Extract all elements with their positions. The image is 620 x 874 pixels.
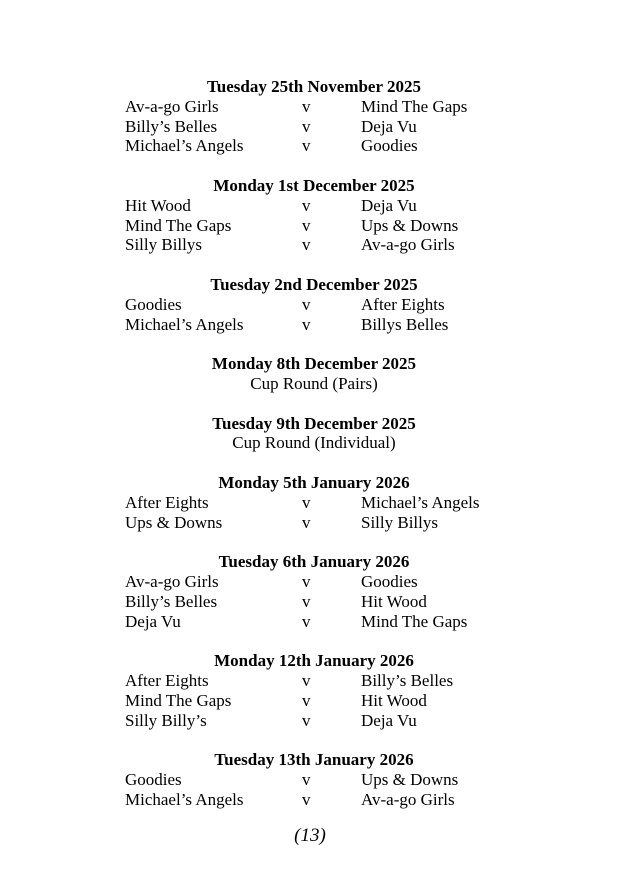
away-team: Av-a-go Girls: [361, 789, 455, 809]
fixture-date-heading: Tuesday 6th January 2026: [218, 552, 410, 572]
match-row: [0, 315, 620, 335]
away-team: Mind The Gaps: [361, 96, 468, 116]
fixture-date-heading: Monday 5th January 2026: [218, 472, 410, 492]
home-team: Billy’s Belles: [125, 116, 218, 136]
match-row: [0, 513, 620, 533]
away-team: Deja Vu: [361, 710, 417, 730]
away-team: Silly Billys: [361, 512, 438, 532]
away-team: Hit Wood: [361, 591, 427, 611]
away-team: Av-a-go Girls: [361, 235, 455, 255]
match-row: [0, 671, 620, 691]
fixture-list: [0, 77, 620, 829]
fixture-date-heading: Tuesday 25th November 2025: [207, 77, 421, 96]
fixture-section: [0, 414, 620, 454]
away-team: After Eights: [361, 294, 445, 314]
fixture-date-heading: Tuesday 13th January 2026: [214, 750, 414, 770]
home-team: Mind The Gaps: [125, 690, 232, 710]
fixture-note: Cup Round (Pairs): [250, 373, 378, 393]
home-team: Ups & Downs: [125, 512, 223, 532]
match-row: [0, 572, 620, 592]
fixture-section: [0, 473, 620, 532]
away-team: Mind The Gaps: [361, 611, 468, 631]
fixture-section: [0, 354, 620, 394]
fixture-section: [0, 651, 620, 730]
match-row: [0, 235, 620, 255]
match-row: [0, 136, 620, 156]
fixture-date-heading: Monday 8th December 2025: [211, 354, 417, 374]
fixture-date-heading: Monday 1st December 2025: [213, 175, 415, 195]
versus-label: v: [302, 769, 311, 789]
home-team: Deja Vu: [125, 611, 181, 631]
fixture-date-heading: Tuesday 2nd December 2025: [210, 274, 418, 294]
away-team: Goodies: [361, 136, 418, 156]
fixture-date-heading: Monday 12th January 2026: [214, 651, 414, 671]
versus-label: v: [302, 235, 311, 255]
match-row: [0, 117, 620, 137]
page-number: (13): [294, 825, 326, 846]
versus-label: v: [302, 591, 311, 611]
home-team: Goodies: [125, 294, 182, 314]
match-row: [0, 592, 620, 612]
versus-label: v: [302, 670, 311, 690]
home-team: Michael’s Angels: [125, 136, 244, 156]
versus-label: v: [302, 789, 311, 809]
versus-label: v: [302, 215, 311, 235]
home-team: Av-a-go Girls: [125, 571, 219, 591]
home-team: After Eights: [125, 492, 209, 512]
away-team: Billys Belles: [361, 314, 449, 334]
match-row: [0, 216, 620, 236]
versus-label: v: [302, 512, 311, 532]
home-team: Billy’s Belles: [125, 591, 218, 611]
home-team: Hit Wood: [125, 195, 191, 215]
fixture-section: [0, 176, 620, 255]
match-row: [0, 612, 620, 632]
match-row: [0, 493, 620, 513]
home-team: Av-a-go Girls: [125, 96, 219, 116]
match-row: [0, 770, 620, 790]
match-row: [0, 691, 620, 711]
versus-label: v: [302, 710, 311, 730]
versus-label: v: [302, 314, 311, 334]
fixture-section: [0, 552, 620, 631]
versus-label: v: [302, 195, 311, 215]
versus-label: v: [302, 611, 311, 631]
away-team: Ups & Downs: [361, 215, 459, 235]
away-team: Deja Vu: [361, 116, 417, 136]
away-team: Hit Wood: [361, 690, 427, 710]
home-team: Goodies: [125, 769, 182, 789]
home-team: After Eights: [125, 670, 209, 690]
match-row: [0, 711, 620, 731]
fixture-section: [0, 77, 620, 156]
fixture-section: [0, 750, 620, 809]
away-team: Billy’s Belles: [361, 670, 454, 690]
away-team: Ups & Downs: [361, 769, 459, 789]
versus-label: v: [302, 690, 311, 710]
versus-label: v: [302, 116, 311, 136]
match-row: [0, 295, 620, 315]
away-team: Goodies: [361, 571, 418, 591]
away-team: Deja Vu: [361, 195, 417, 215]
versus-label: v: [302, 492, 311, 512]
match-row: [0, 196, 620, 216]
versus-label: v: [302, 136, 311, 156]
home-team: Mind The Gaps: [125, 215, 232, 235]
match-row: [0, 97, 620, 117]
away-team: Michael’s Angels: [361, 492, 480, 512]
versus-label: v: [302, 294, 311, 314]
versus-label: v: [302, 96, 311, 116]
fixture-section: [0, 275, 620, 334]
fixture-date-heading: Tuesday 9th December 2025: [212, 413, 416, 433]
home-team: Michael’s Angels: [125, 314, 244, 334]
home-team: Silly Billy’s: [125, 710, 207, 730]
match-row: [0, 790, 620, 810]
fixture-note: Cup Round (Individual): [232, 433, 396, 453]
home-team: Michael’s Angels: [125, 789, 244, 809]
home-team: Silly Billys: [125, 235, 202, 255]
versus-label: v: [302, 571, 311, 591]
